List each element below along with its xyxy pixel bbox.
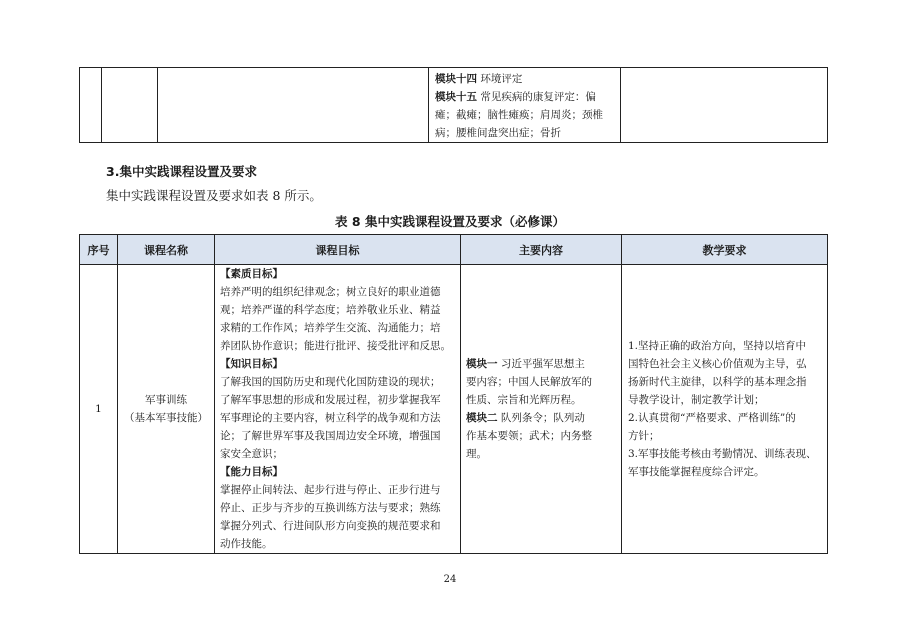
- table-cell: [621, 68, 828, 143]
- requirement-line: 军事技能掌握程度综合评定。: [628, 466, 765, 478]
- module-1-label: 模块一: [466, 358, 498, 370]
- goal-line: 求精的工作作风；培养学生交流、沟通能力；培: [220, 322, 441, 334]
- module-15-line: 病；腰椎间盘突出症；骨折: [435, 127, 561, 139]
- goal-line: 了解我国的国防历史和现代化国防建设的现状；: [220, 376, 441, 388]
- course-name-line: （基本军事技能）: [124, 412, 208, 424]
- content-line: 理。: [466, 448, 487, 460]
- requirement-line: 国特色社会主义核心价值观为主导，弘: [628, 358, 807, 370]
- table-cell: [80, 68, 102, 143]
- cell-seq: 1: [80, 265, 118, 554]
- header-teaching-requirements: 教学要求: [622, 235, 828, 265]
- table-caption: 表 8 集中实践课程设置及要求（必修课）: [335, 214, 565, 229]
- requirement-line: 方针；: [628, 430, 660, 442]
- goal-line: 动作技能。: [220, 538, 273, 550]
- header-main-content: 主要内容: [461, 235, 622, 265]
- goal-line: 论；了解世界军事及我国周边安全环境，增强国: [220, 430, 441, 442]
- section-heading: 3.集中实践课程设置及要求: [106, 164, 257, 179]
- course-name-line: 军事训练: [145, 394, 187, 406]
- module-2-label: 模块二: [466, 412, 498, 424]
- goal-line: 停止、正步与齐步的互换训练方法与要求；熟练: [220, 502, 441, 514]
- cell-course-goals: [215, 265, 461, 554]
- requirement-line: 1.坚持正确的政治方向，坚持以培育中: [628, 340, 807, 352]
- goal-line: 掌握分列式、行进间队形方向变换的规范要求和: [220, 520, 441, 532]
- continuation-table: [79, 67, 828, 143]
- header-course-name: 课程名称: [118, 235, 215, 265]
- cell-main-content: [461, 265, 622, 554]
- module-14-text: 环境评定: [480, 73, 523, 85]
- requirement-line: 2.认真贯彻“严格要求、严格训练”的: [628, 412, 796, 424]
- quality-goals-heading: 【素质目标】: [220, 268, 283, 280]
- practice-course-table: [79, 234, 828, 554]
- content-line: 性质、宗旨和光辉历程。: [466, 394, 582, 406]
- table-header-row: [80, 235, 828, 265]
- knowledge-goals-heading: 【知识目标】: [220, 358, 283, 370]
- table-cell: [158, 68, 429, 143]
- goal-line: 养团队协作意识；能进行批评、接受批评和反思。: [220, 340, 451, 352]
- goal-line: 军事理论的主要内容，树立科学的战争观和方法: [220, 412, 441, 424]
- cell-teaching-requirements: [622, 265, 828, 554]
- module-15-label: 模块十五: [435, 91, 477, 103]
- header-seq: 序号: [80, 235, 118, 265]
- requirement-line: 导教学设计，制定教学计划；: [628, 394, 765, 406]
- content-line: 要内容；中国人民解放军的: [466, 376, 592, 388]
- header-course-goals: 课程目标: [215, 235, 461, 265]
- intro-paragraph: 集中实践课程设置及要求如表 8 所示。: [106, 188, 322, 203]
- module-14-label: 模块十四: [435, 73, 477, 85]
- module-15-line: 瘫；截瘫；脑性瘫痪；肩周炎；颈椎: [435, 109, 603, 121]
- goal-line: 家安全意识；: [220, 448, 283, 460]
- requirement-line: 3.军事技能考核由考勤情况、训练表现、: [628, 448, 817, 460]
- ability-goals-heading: 【能力目标】: [220, 466, 283, 478]
- goal-line: 了解军事思想的形成和发展过程，初步掌握我军: [220, 394, 441, 406]
- module-15-line: 常见疾病的康复评定：偏: [480, 91, 596, 103]
- goal-line: 观；培养严谨的科学态度；培养敬业乐业、精益: [220, 304, 441, 316]
- table-row: [80, 68, 828, 143]
- content-line: 队列条令；队列动: [500, 412, 585, 424]
- content-line: 作基本要领；武术；内务整: [466, 430, 592, 442]
- table-row: [80, 265, 828, 554]
- goal-line: 培养严明的组织纪律观念；树立良好的职业道德: [220, 286, 441, 298]
- table-cell-modules: [429, 68, 621, 143]
- content-line: 习近平强军思想主: [500, 358, 585, 370]
- requirement-line: 扬新时代主旋律，以科学的基本理念指: [628, 376, 807, 388]
- table-cell: [102, 68, 158, 143]
- cell-course-name: [118, 265, 215, 554]
- page-number: 24: [443, 574, 457, 585]
- goal-line: 掌握停止间转法、起步行进与停止、正步行进与: [220, 484, 441, 496]
